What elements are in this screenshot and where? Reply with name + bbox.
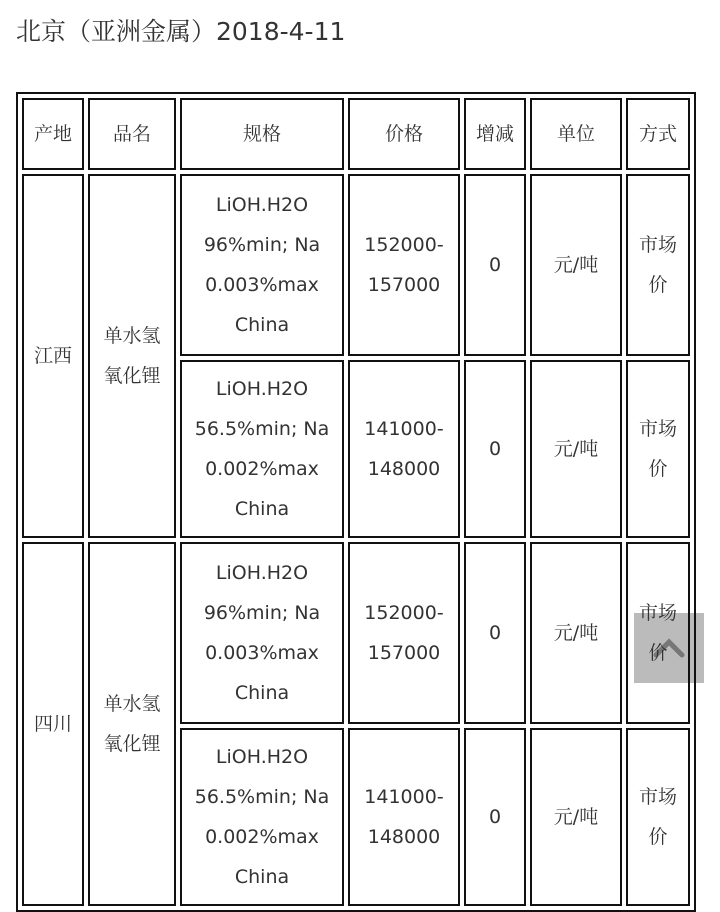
- header-price: 价格: [348, 98, 460, 170]
- unit-cell: 元/吨: [530, 174, 622, 356]
- price-cell: 152000- 157000: [348, 174, 460, 356]
- origin-cell: 江西: [22, 174, 84, 538]
- table-row: [22, 542, 690, 724]
- header-spec: 规格: [180, 98, 344, 170]
- spec-cell: LiOH.H2O 96%min; Na 0.003%max China: [180, 542, 344, 724]
- header-unit: 单位: [530, 98, 622, 170]
- method-cell: 市场 价: [626, 728, 690, 906]
- spec-cell: LiOH.H2O 56.5%min; Na 0.002%max China: [180, 728, 344, 906]
- change-cell: 0: [464, 360, 526, 538]
- change-cell: 0: [464, 174, 526, 356]
- unit-cell: 元/吨: [530, 542, 622, 724]
- unit-cell: 元/吨: [530, 728, 622, 906]
- price-cell: 141000- 148000: [348, 728, 460, 906]
- change-cell: 0: [464, 728, 526, 906]
- price-table: [16, 92, 696, 912]
- spec-cell: LiOH.H2O 96%min; Na 0.003%max China: [180, 174, 344, 356]
- table-row: [22, 174, 690, 356]
- header-row: [22, 98, 690, 170]
- product-cell: 单水氢 氧化锂: [88, 542, 176, 906]
- method-cell: 市场 价: [626, 542, 690, 724]
- page-title: 北京（亚洲金属）2018-4-11: [16, 17, 346, 46]
- origin-cell: 四川: [22, 542, 84, 906]
- header-origin: 产地: [22, 98, 84, 170]
- header-product: 品名: [88, 98, 176, 170]
- spec-cell: LiOH.H2O 56.5%min; Na 0.002%max China: [180, 360, 344, 538]
- price-cell: 152000- 157000: [348, 542, 460, 724]
- header-change: 增减: [464, 98, 526, 170]
- price-cell: 141000- 148000: [348, 360, 460, 538]
- header-method: 方式: [626, 98, 690, 170]
- unit-cell: 元/吨: [530, 360, 622, 538]
- method-cell: 市场 价: [626, 360, 690, 538]
- product-cell: 单水氢 氧化锂: [88, 174, 176, 538]
- change-cell: 0: [464, 542, 526, 724]
- method-cell: 市场 价: [626, 174, 690, 356]
